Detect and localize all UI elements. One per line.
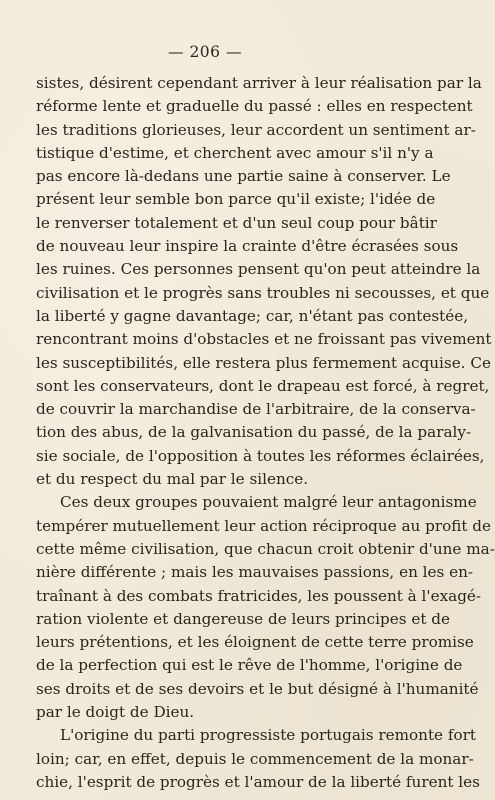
- text-line: de couvrir la marchandise de l'arbitraire, de la conserva-: [36, 400, 476, 419]
- text-line: par le doigt de Dieu.: [36, 703, 195, 722]
- text-line: de nouveau leur inspire la crainte d'être écrasées sous: [36, 237, 459, 256]
- text-line: les traditions glorieuses, leur accordent un sentiment ar-: [36, 120, 476, 139]
- text-line: nière différente ; mais les mauvaises passions, en les en-: [36, 563, 474, 582]
- text-line: tistique d'estime, et cherchent avec amour s'il n'y a: [36, 143, 434, 162]
- text-line: Ces deux groupes pouvaient malgré leur antagonisme: [60, 493, 477, 512]
- body-text: [36, 72, 495, 794]
- text-line: les ruines. Ces personnes pensent qu'on peut atteindre la: [36, 260, 481, 279]
- text-line: réforme lente et graduelle du passé : elles en respectent: [36, 97, 473, 116]
- text-line: sont les conservateurs, dont le drapeau est forcé, à regret,: [36, 376, 490, 395]
- text-line: tempérer mutuellement leur action réciproque au profit de: [36, 516, 492, 535]
- text-line: et du respect du mal par le silence.: [36, 470, 309, 489]
- text-line: la liberté y gagne davantage; car, n'étant pas contestée,: [36, 306, 469, 325]
- text-line: de la perfection qui est le rêve de l'homme, l'origine de: [36, 656, 463, 675]
- text-line: ses droits et de ses devoirs et le but désigné à l'humanité: [36, 679, 479, 698]
- text-line: sie sociale, de l'opposition à toutes les réformes éclairées,: [36, 446, 485, 465]
- text-line: L'origine du parti progressiste portugais remonte fort: [60, 726, 476, 745]
- text-line: cette même civilisation, que chacun croit obtenir d'une ma-: [36, 539, 495, 558]
- text-line: ration violente et dangereuse de leurs principes et de: [36, 609, 450, 628]
- page-number: — 206 —: [168, 43, 242, 61]
- text-line: sistes, désirent cependant arriver à leur réalisation par la: [36, 74, 482, 92]
- text-line: tion des abus, de la galvanisation du passé, de la paraly-: [36, 423, 472, 442]
- text-line: chie, l'esprit de progrès et l'amour de la liberté furent les: [36, 772, 480, 791]
- text-line: civilisation et le progrès sans troubles ni secousses, et que: [36, 283, 490, 302]
- text-line: loin; car, en effet, depuis le commencement de la monar-: [36, 749, 474, 768]
- text-line: rencontrant moins d'obstacles et ne froissant pas vivement: [36, 330, 492, 349]
- text-line: présent leur semble bon parce qu'il existe; l'idée de: [36, 190, 436, 209]
- text-line: traînant à des combats fratricides, les poussent à l'exagé-: [36, 586, 482, 605]
- text-line: les susceptibilités, elle restera plus fermement acquise. Ce: [36, 353, 491, 372]
- text-line: le renverser totalement et d'un seul coup pour bâtir: [36, 213, 437, 232]
- text-line: pas encore là-dedans une partie saine à conserver. Le: [36, 167, 451, 186]
- text-line: leurs prétentions, et les éloignent de cette terre promise: [36, 633, 474, 652]
